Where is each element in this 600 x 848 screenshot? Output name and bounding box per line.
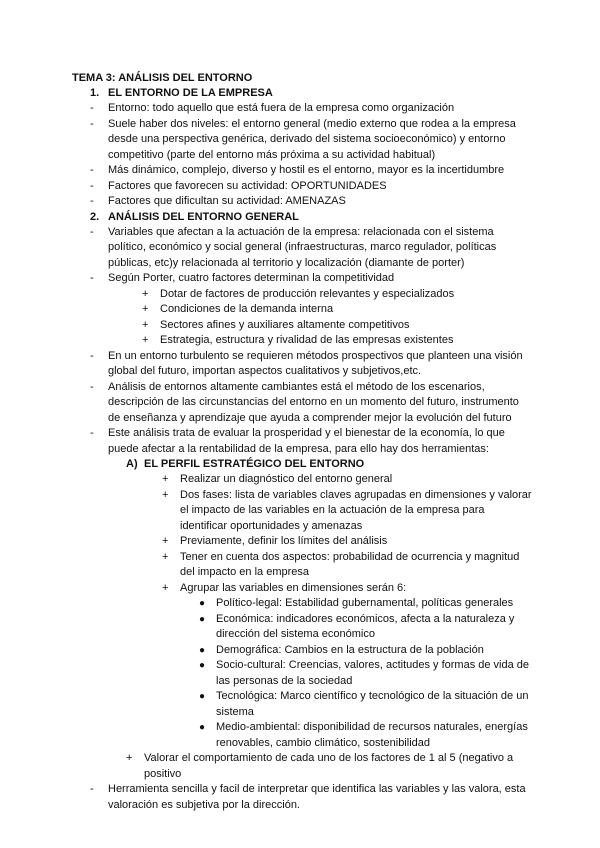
list-item	[72, 179, 532, 195]
list-item-text: Tecnológica: Marco científico y tecnológico de la situación de un sistema	[216, 690, 529, 718]
list-item-text: Dotar de factores de producción relevantes y especializados	[160, 287, 455, 300]
list-item-text: Análisis de entornos altamente cambiantes está el método de los escenarios, descripción de las circunstancias del entorno en un momento del futuro, instrumento de enseñanza y aprendizaje que ayuda a comprender mejor la evolución del futuro	[108, 380, 519, 424]
list-item-text: Entorno: todo aquello que está fuera de la empresa como organización	[108, 102, 455, 114]
list-item-text: Agrupar las variables en dimensiones serán 6:	[180, 581, 407, 594]
list-item-text: Herramienta sencilla y facil de interpretar que identifica las variables y las valora, esta valoración es subjetiva por la dirección.	[108, 783, 526, 811]
plus-bullet-icon: +	[142, 334, 149, 346]
dot-bullet-icon: ●	[199, 598, 206, 609]
dash-bullet-icon: -	[90, 427, 94, 439]
dash-bullet-icon: -	[90, 102, 94, 114]
porter-factor-item	[72, 287, 532, 303]
dot-bullet-icon: ●	[199, 644, 206, 656]
porter-factor-item	[72, 318, 532, 334]
sub-list-item	[72, 751, 532, 782]
dash-bullet-icon: -	[90, 195, 94, 207]
dash-bullet-icon: -	[90, 225, 94, 238]
list-item-text: Sectores afines y auxiliares altamente competitivos	[160, 318, 410, 331]
list-item-text: En un entorno turbulento se requieren métodos prospectivos que planteen una visión global del futuro, importan aspectos cualitativos y subjetivos,etc.	[108, 349, 523, 377]
list-item	[72, 163, 532, 179]
list-item-text: Según Porter, cuatro factores determinan la competitividad	[108, 272, 395, 284]
dimension-item	[72, 643, 532, 659]
plus-bullet-icon: +	[162, 581, 169, 594]
list-item	[72, 426, 532, 457]
dot-bullet-icon: ●	[199, 660, 206, 671]
list-item	[72, 117, 532, 164]
dimension-item	[72, 658, 532, 689]
dash-bullet-icon: -	[90, 164, 94, 176]
plus-bullet-icon: +	[142, 287, 149, 300]
subsection-label: A)	[126, 458, 138, 470]
list-item-text: Socio-cultural: Creencias, valores, actitudes y formas de vida de las personas de la sociedad	[216, 659, 530, 687]
plus-bullet-icon: +	[162, 488, 169, 501]
section-number: 1.	[90, 87, 100, 99]
dash-bullet-icon: -	[90, 117, 94, 130]
list-item	[72, 271, 532, 287]
dash-bullet-icon: -	[90, 349, 94, 362]
list-item-text: Suele haber dos niveles: el entorno general (medio externo que rodea a la empresa desde una perspectiva genérica, derivado del sistema socioeconómico) y entorno competitivo (parte del entorno más próxima a su actividad habitual)	[108, 117, 516, 161]
list-item-text: Valorar el comportamiento de cada uno de los factores de 1 al 5 (negativo a positivo	[144, 752, 514, 780]
sub-list-item	[72, 488, 532, 535]
list-item-text: Previamente, definir los límites del análisis	[180, 535, 388, 547]
plus-bullet-icon: +	[162, 535, 169, 547]
list-item-text: Medio-ambiental: disponibilidad de recursos naturales, energías renovables, cambio climático, sostenibilidad	[216, 721, 528, 749]
section-heading	[72, 86, 532, 101]
list-item-text: Político-legal: Estabilidad gubernamental, políticas generales	[216, 597, 514, 609]
dash-bullet-icon: -	[90, 179, 94, 192]
list-item	[72, 782, 532, 813]
list-item	[72, 194, 532, 210]
dash-bullet-icon: -	[90, 272, 94, 284]
sub-list-item	[72, 581, 532, 597]
list-item-text: Variables que afectan a la actuación de la empresa: relacionada con el sistema político, económico y social general (infraestructuras, marco regulador, políticas públicas, etc)y relacionada al territorio y localización (diamante de porter)	[108, 225, 497, 269]
section-title: EL ENTORNO DE LA EMPRESA	[108, 87, 273, 99]
list-item-text: Económica: indicadores económicos, afecta a la naturaleza y dirección del sistema económico	[216, 612, 515, 640]
dimension-item	[72, 596, 532, 612]
list-item	[72, 349, 532, 380]
subsection-title: EL PERFIL ESTRATÉGICO DEL ENTORNO	[144, 458, 365, 470]
dot-bullet-icon: ●	[199, 613, 206, 625]
sub-list-item	[72, 534, 532, 550]
dash-bullet-icon: -	[90, 783, 94, 795]
section-number: 2.	[90, 210, 100, 223]
list-item-text: Estrategia, estructura y rivalidad de las empresas existentes	[160, 334, 454, 346]
list-item	[72, 380, 532, 427]
dimension-item	[72, 612, 532, 643]
list-item-text: Condiciones de la demanda interna	[160, 303, 334, 315]
sub-list-item	[72, 472, 532, 488]
porter-factor-item	[72, 333, 532, 349]
dash-bullet-icon: -	[90, 380, 94, 393]
subsection-heading	[72, 457, 532, 472]
list-item-text: Demográfica: Cambios en la estructura de la población	[216, 643, 484, 656]
list-item	[72, 101, 532, 117]
section-title: ANÁLISIS DEL ENTORNO GENERAL	[108, 210, 299, 223]
dot-bullet-icon: ●	[199, 691, 206, 702]
plus-bullet-icon: +	[142, 318, 149, 331]
list-item-text: Factores que favorecen su actividad: OPORTUNIDADES	[108, 179, 387, 192]
document-content	[72, 71, 532, 813]
plus-bullet-icon: +	[142, 303, 149, 315]
list-item-text: Dos fases: lista de variables claves agrupadas en dimensiones y valorar el impacto de las variables en la actuación de la empresa para identificar oportunidades y amenazas	[180, 488, 532, 532]
plus-bullet-icon: +	[126, 752, 133, 764]
list-item-text: Realizar un diagnóstico del entorno general	[180, 473, 393, 485]
dimension-item	[72, 689, 532, 720]
list-item-text: Más dinámico, complejo, diverso y hostil es el entorno, mayor es la incertidumbre	[108, 164, 505, 176]
list-item	[72, 225, 532, 272]
dot-bullet-icon: ●	[199, 722, 206, 733]
porter-factor-item	[72, 302, 532, 318]
page-title: TEMA 3: ANÁLISIS DEL ENTORNO	[72, 72, 253, 84]
list-item-text: Factores que dificultan su actividad: AMENAZAS	[108, 195, 346, 207]
sub-list-item	[72, 550, 532, 581]
plus-bullet-icon: +	[162, 550, 169, 563]
dimension-item	[72, 720, 532, 751]
section-heading	[72, 210, 532, 225]
list-item-text: Este análisis trata de evaluar la prosperidad y el bienestar de la economía, lo que puede afectar a la rentabilidad de la empresa, para ello hay dos herramientas:	[108, 427, 505, 455]
plus-bullet-icon: +	[162, 473, 169, 485]
list-item-text: Tener en cuenta dos aspectos: probabilidad de ocurrencia y magnitud del impacto en la empresa	[180, 550, 520, 578]
